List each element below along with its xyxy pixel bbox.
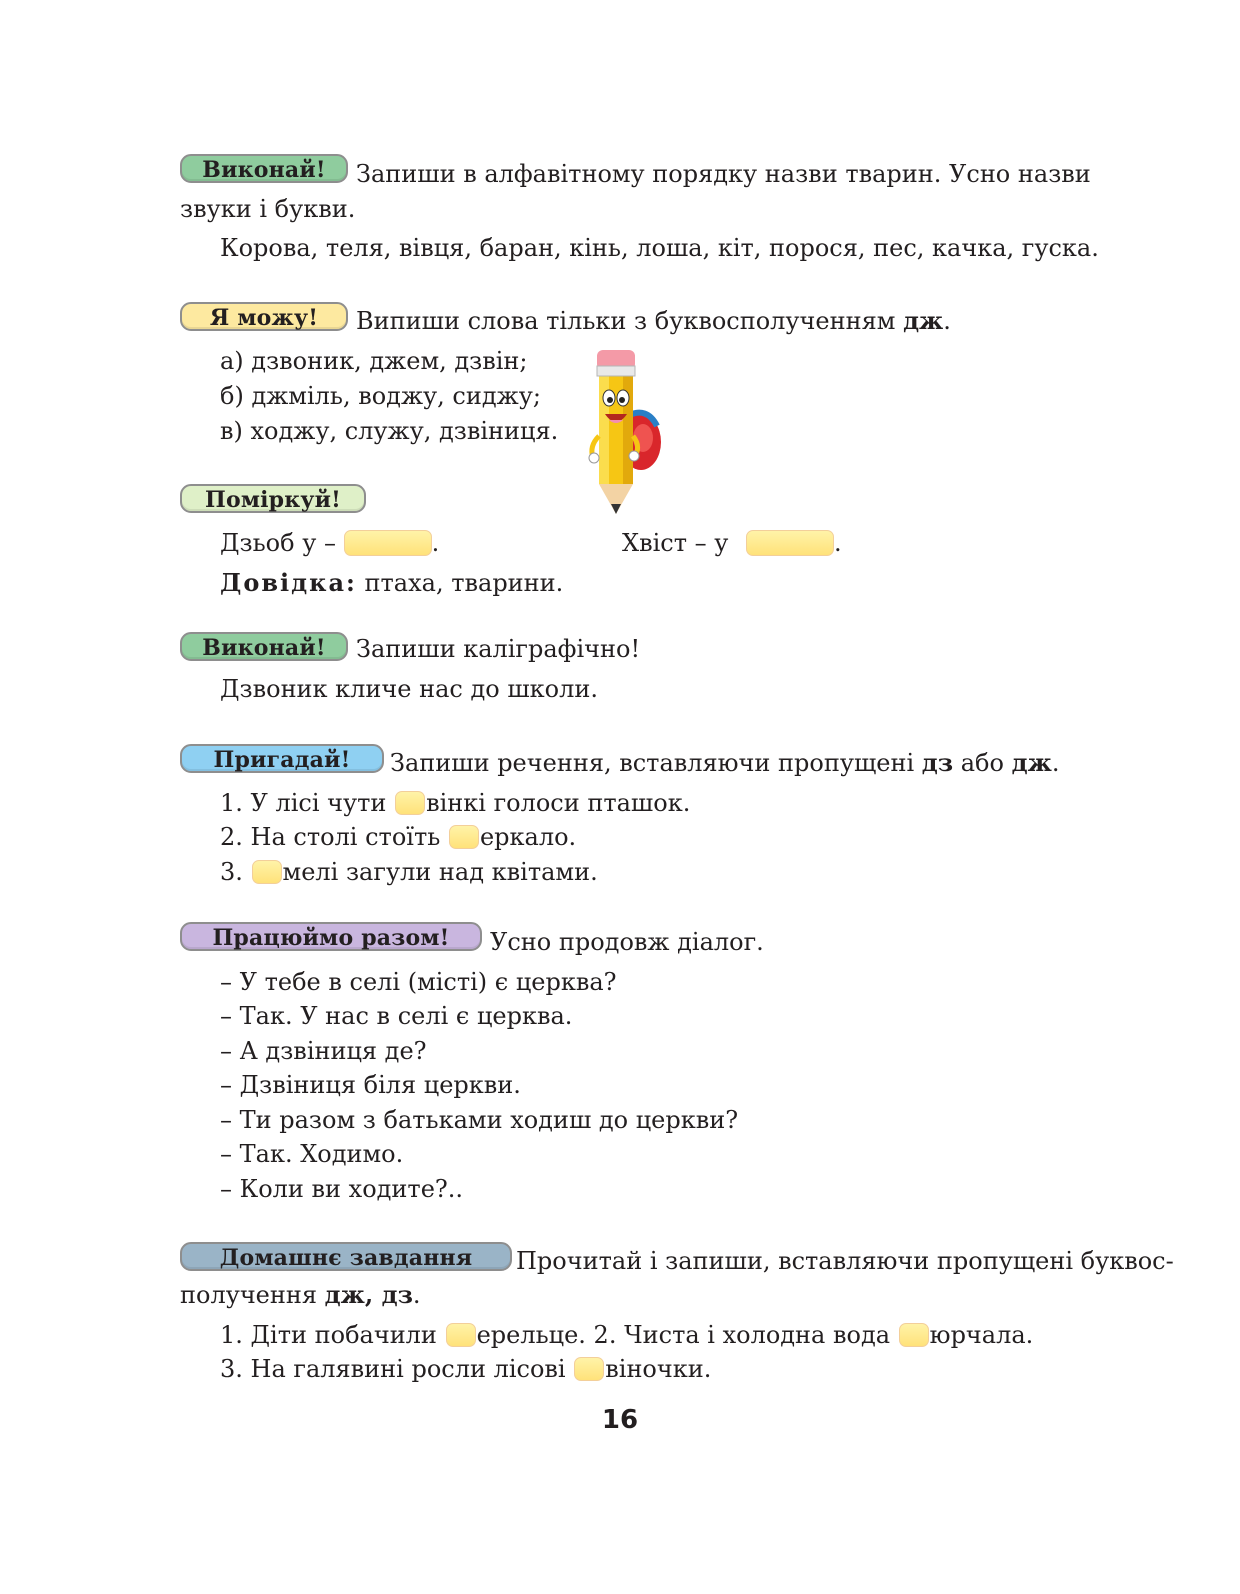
- tail-end: .: [834, 529, 842, 557]
- calligraphy-sentence: Дзвоник кличе нас до школи.: [220, 675, 598, 703]
- instruction-dialogue: Усно продовж діалог.: [490, 928, 764, 956]
- tail-text: Хвіст – у: [622, 529, 729, 557]
- homework-line: [220, 1318, 1033, 1352]
- instruction-homework-text: получення: [180, 1281, 318, 1309]
- instruction-insert-bold-dz: дз: [921, 748, 954, 777]
- dialogue-line: – Так. У нас в селі є церква.: [220, 1002, 573, 1030]
- answer-blank[interactable]: [344, 530, 432, 556]
- answer-blank[interactable]: [252, 860, 282, 884]
- instruction-calligraphy: Запиши каліграфічно!: [356, 635, 641, 663]
- hint-label: Довідка:: [220, 568, 357, 597]
- dialogue-line: – У тебе в селі (місті) є церква?: [220, 968, 617, 996]
- badge-i-can: Я можу!: [180, 302, 348, 331]
- answer-blank[interactable]: [449, 825, 479, 849]
- dialogue-line: – А дзвіниця де?: [220, 1037, 427, 1065]
- exercise-text: 1. У лісі чути: [220, 789, 387, 817]
- answer-blank[interactable]: [746, 530, 834, 556]
- badge-remember: Пригадай!: [180, 744, 384, 773]
- dialogue-line: – Коли ви ходите?..: [220, 1175, 464, 1203]
- answer-blank[interactable]: [446, 1323, 476, 1347]
- hint-line: [220, 566, 563, 600]
- list-item: в) ходжу, служу, дзвіниця.: [220, 417, 559, 445]
- list-item: б) джміль, воджу, сиджу;: [220, 382, 541, 410]
- instruction-homework: Прочитай і запиши, вставляючи пропущені буквос-: [516, 1247, 1174, 1275]
- instruction-homework-end: .: [412, 1281, 421, 1309]
- instruction-insert-a: Запиши речення, вставляючи пропущені: [390, 749, 915, 777]
- instruction-dzh-end: .: [943, 307, 951, 335]
- beak-line: [220, 526, 439, 560]
- dialogue-line: – Дзвіниця біля церкви.: [220, 1071, 521, 1099]
- badge-think: Поміркуй!: [180, 484, 366, 513]
- instruction-dzh: [356, 304, 951, 338]
- answer-blank[interactable]: [899, 1323, 929, 1347]
- homework-text: 1. Діти побачили: [220, 1321, 437, 1349]
- exercise-line: [220, 820, 576, 854]
- homework-text: юрчала.: [929, 1321, 1034, 1349]
- beak-text: Дзьоб у –: [220, 529, 336, 557]
- instruction-dzh-bold: дж: [903, 306, 944, 335]
- homework-text: 3. На галявині росли лісові: [220, 1355, 566, 1383]
- exercise-text: 3.: [220, 858, 243, 886]
- hint-text: птаха, тварини.: [364, 569, 564, 597]
- homework-line: [220, 1352, 711, 1386]
- exercise-text: мелі загули над квітами.: [282, 858, 598, 886]
- exercise-line: [220, 786, 690, 820]
- dialogue-line: – Ти разом з батьками ходиш до церкви?: [220, 1106, 739, 1134]
- badge-work-together: Працюймо разом!: [180, 922, 482, 951]
- instruction-alphabetical: Запиши в алфавітному порядку назви тварин. Усно назви звуки і букви.: [180, 160, 1091, 223]
- answer-blank[interactable]: [574, 1357, 604, 1381]
- instruction-insert: [390, 746, 1059, 780]
- exercise-text: еркало.: [479, 823, 577, 851]
- dialogue-line: – Так. Ходимо.: [220, 1140, 404, 1168]
- instruction-insert-or: або: [960, 749, 1004, 777]
- badge-execute: Виконай!: [180, 154, 348, 183]
- badge-execute: Виконай!: [180, 632, 348, 661]
- page-number: 16: [601, 1405, 639, 1435]
- homework-text: ерельце. 2. Чиста і холодна вода: [476, 1321, 891, 1349]
- exercise-text: вінкі голоси пташок.: [426, 789, 691, 817]
- beak-end: .: [431, 529, 440, 557]
- tail-line: [622, 526, 842, 560]
- instruction-insert-bold-dzh: дж: [1011, 748, 1052, 777]
- exercise-line: [220, 855, 598, 889]
- pencil-mascot-icon: [585, 346, 667, 518]
- homework-text: віночки.: [605, 1355, 712, 1383]
- instruction-insert-end: .: [1051, 749, 1060, 777]
- list-item: а) дзвоник, джем, дзвін;: [220, 347, 528, 375]
- exercise-text: 2. На столі стоїть: [220, 823, 441, 851]
- instruction-homework-cont: [180, 1278, 421, 1312]
- badge-homework: Домашнє завдання: [180, 1242, 512, 1271]
- answer-blank[interactable]: [395, 791, 425, 815]
- instruction-homework-bold: дж, дз: [324, 1280, 413, 1309]
- animal-words: Корова, теля, вівця, баран, кінь, лоша, кіт, порося, пес, качка, гуска.: [220, 234, 1099, 262]
- instruction-dzh-text: Випиши слова тільки з буквосполученням: [356, 307, 896, 335]
